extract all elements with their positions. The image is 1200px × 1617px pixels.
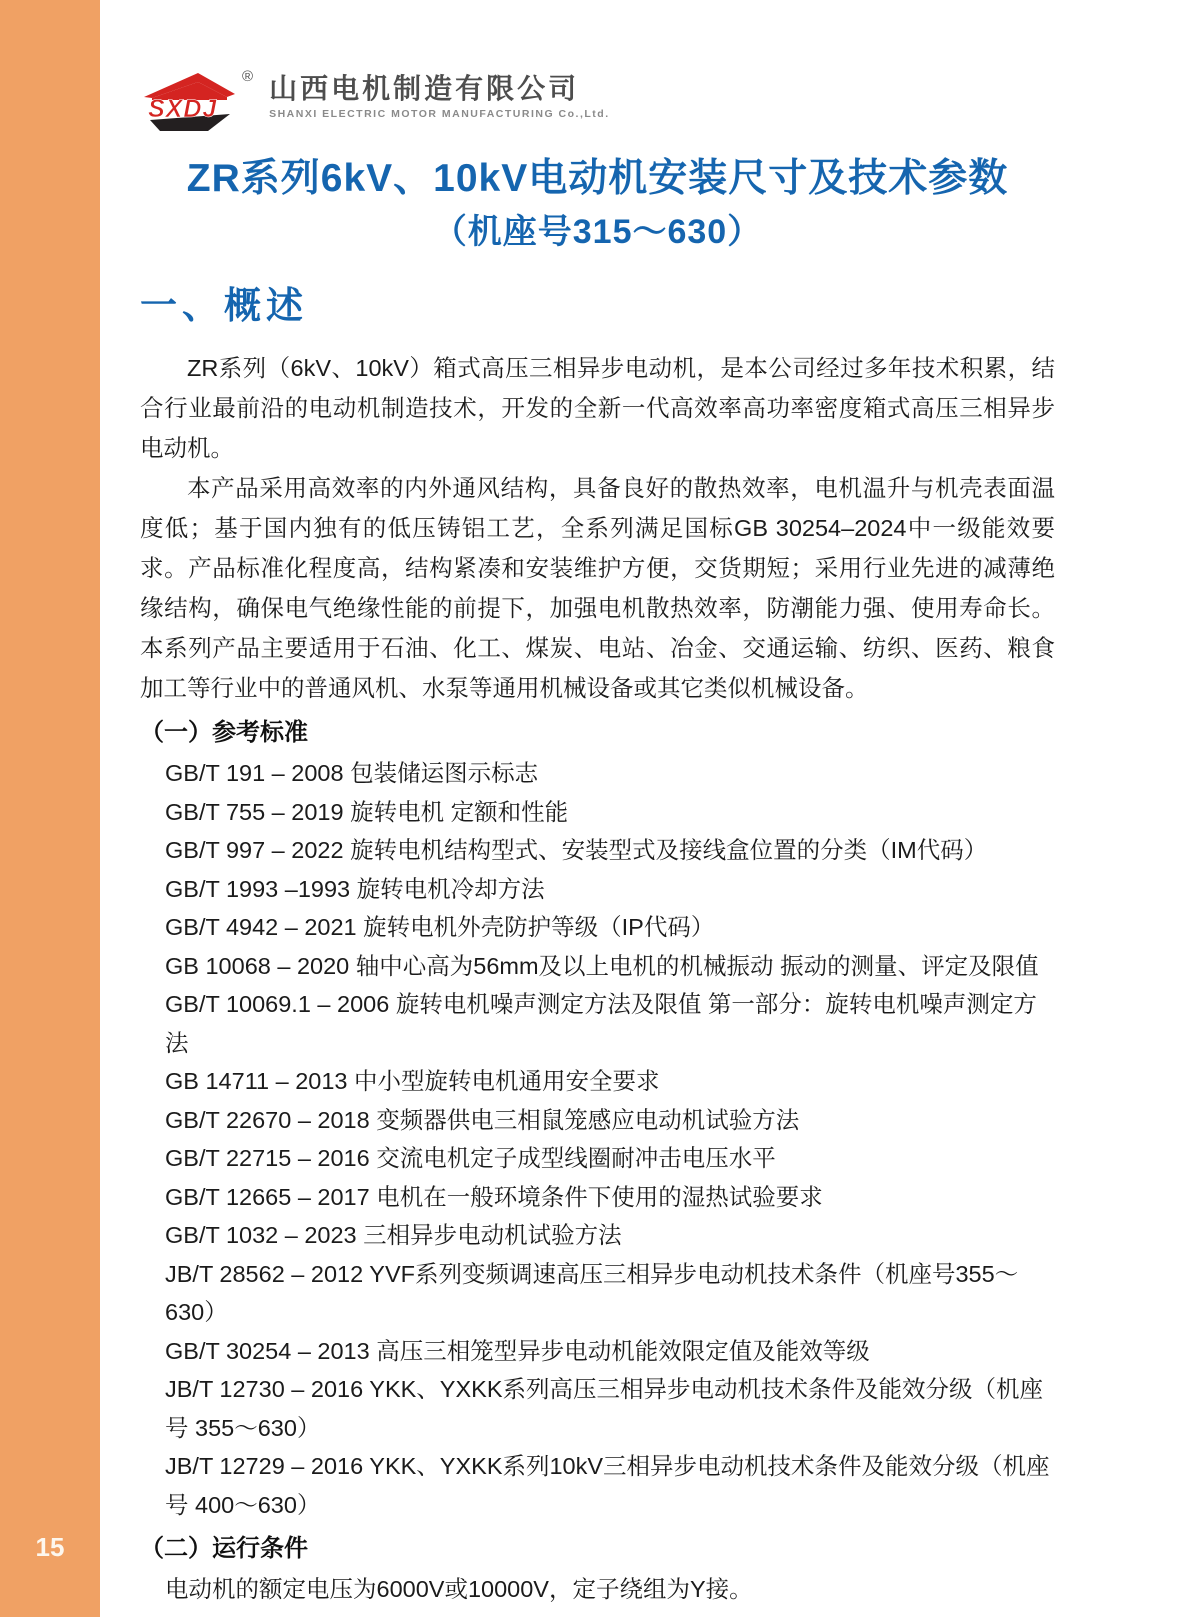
standard-item: GB/T 30254 – 2013 高压三相笼型异步电动机能效限定值及能效等级 (165, 1337, 870, 1364)
standard-item: JB/T 28562 – 2012 YVF系列变频调速高压三相异步电动机技术条件（机座号355～630） (165, 1260, 1019, 1325)
sxdj-logo-icon (140, 70, 240, 134)
standard-item: GB/T 997 – 2022 旋转电机结构型式、安装型式及接线盒位置的分类（IM代码） (165, 837, 988, 863)
subsection-heading-reference-standards: （一）参考标准 (140, 719, 308, 746)
document-title (140, 156, 1055, 252)
document-title-line2: （机座号315～630） (432, 213, 763, 251)
company-logo (140, 70, 1055, 134)
overview-paragraph: 本产品采用高效率的内外通风结构，具备良好的散热效率，电机温升与机壳表面温度低；基于国内独有的低压铸铝工艺，全系列满足国标GB 30254–2024中一级能效要求。产品标准化程度高，结构紧凑和安装维护方便，交货期短；采用行业先进的减薄绝缘结构，确保电气绝缘性能的前提下，加强电机散热效率，防潮能力强、使用寿命长。本系列产品主要适用于石油、化工、煤炭、电站、冶金、交通运输、纺织、医药、粮食加工等行业中的普通风机、水泵等通用机械设备或其它类似机械设备。 (140, 475, 1055, 701)
standard-item: GB/T 22715 – 2016 交流电机定子成型线圈耐冲击电压水平 (165, 1145, 776, 1171)
svg-text:SXDJ: SXDJ (148, 95, 218, 123)
standard-item: GB/T 1032 – 2023 三相异步电动机试验方法 (165, 1222, 622, 1248)
registered-trademark-icon: ® (242, 68, 254, 85)
standard-item: GB 14711 – 2013 中小型旋转电机通用安全要求 (165, 1068, 660, 1094)
operating-conditions-text: 电动机的额定电压为6000V或10000V，定子绕组为Y接。 (165, 1576, 753, 1602)
company-name-en: SHANXI ELECTRIC MOTOR MANUFACTURING Co.,Ltd. (269, 108, 610, 120)
standard-item: GB/T 191 – 2008 包装储运图示标志 (165, 760, 539, 786)
standard-item: GB/T 1993 –1993 旋转电机冷却方法 (165, 875, 545, 902)
company-names (269, 70, 610, 120)
standard-item: GB 10068 – 2020 轴中心高为56mm及以上电机的机械振动 振动的测量、评定及限值 (165, 952, 1039, 979)
page-content (100, 0, 1200, 1609)
subsection-heading-operating-conditions: （二）运行条件 (140, 1535, 308, 1562)
standard-item: GB/T 22670 – 2018 变频器供电三相鼠笼感应电动机试验方法 (165, 1106, 800, 1133)
standard-item: GB/T 4942 – 2021 旋转电机外壳防护等级（IP代码） (165, 914, 715, 940)
standard-item: JB/T 12730 – 2016 YKK、YXKK系列高压三相异步电动机技术条件及能效分级（机座号 355～630） (165, 1376, 1043, 1441)
standard-item: GB/T 10069.1 – 2006 旋转电机噪声测定方法及限值 第一部分：旋转电机噪声测定方法 (165, 991, 1037, 1056)
standard-item: GB/T 755 – 2019 旋转电机 定额和性能 (165, 798, 569, 825)
standard-item: GB/T 12665 – 2017 电机在一般环境条件下使用的湿热试验要求 (165, 1183, 823, 1210)
section-heading-overview: 一、概述 (140, 285, 308, 326)
page-number: 15 (35, 1532, 65, 1562)
company-name-cn: 山西电机制造有限公司 (269, 73, 580, 104)
overview-paragraphs (140, 348, 1055, 708)
standards-list (165, 754, 1055, 1524)
left-orange-band (0, 0, 100, 1617)
overview-paragraph: ZR系列（6kV、10kV）箱式高压三相异步电动机，是本公司经过多年技术积累，结合行业最前沿的电动机制造技术，开发的全新一代高效率高功率密度箱式高压三相异步电动机。 (140, 355, 1055, 461)
standard-item: JB/T 12729 – 2016 YKK、YXKK系列10kV三相异步电动机技术条件及能效分级（机座号 400～630） (165, 1453, 1050, 1518)
document-title-line1: ZR系列6kV、10kV电动机安装尺寸及技术参数 (186, 157, 1009, 200)
